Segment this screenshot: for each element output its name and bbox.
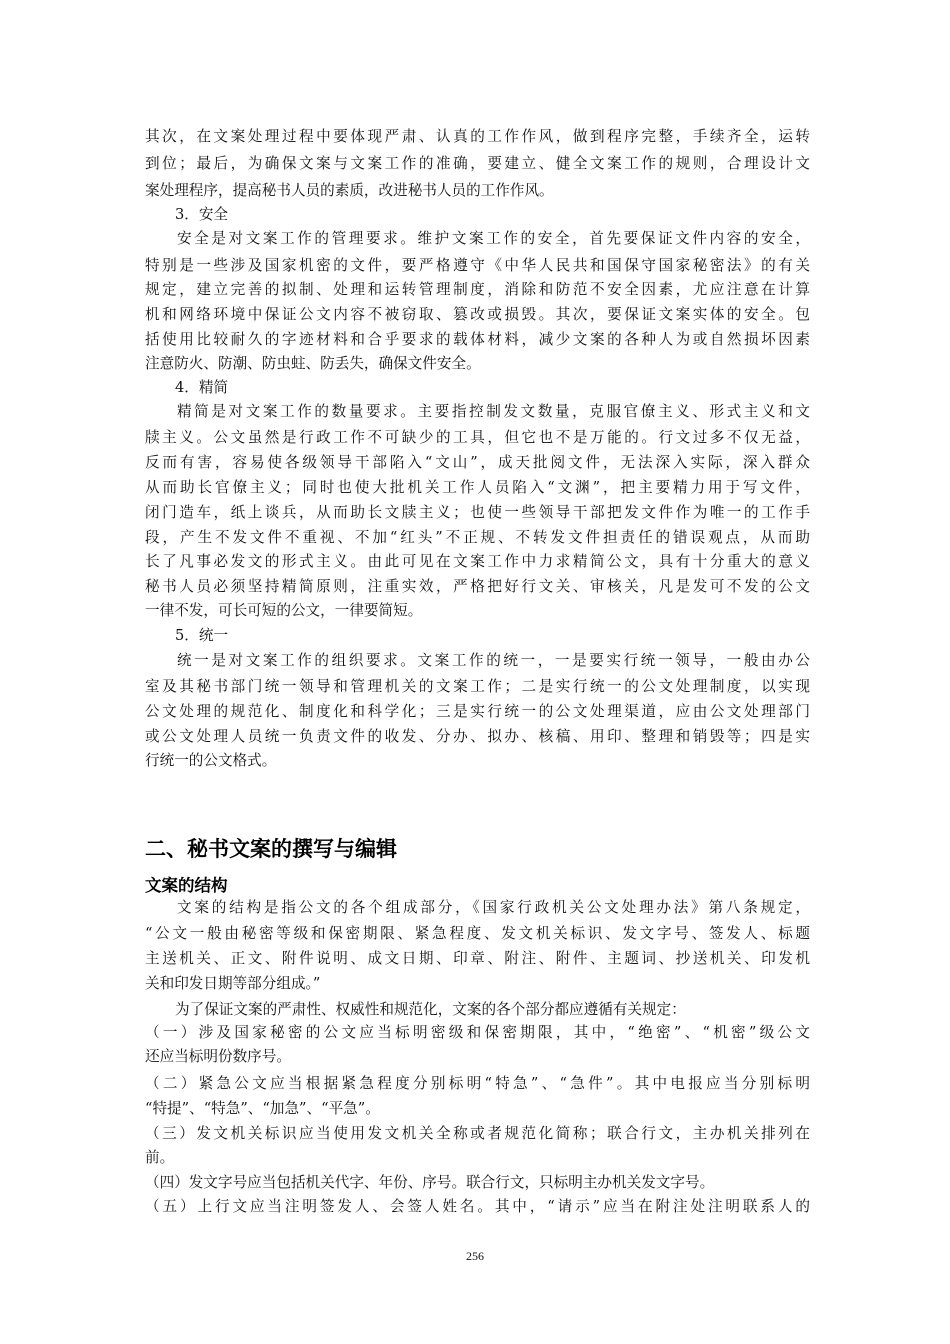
paragraph-line: 行统一的公文格式。 [145, 752, 277, 769]
list-item: （四）发文字号应当包括机关代字、年份、序号。联合行文，只标明主办机关发文字号。 [145, 1174, 715, 1191]
paragraph-line: 室及其秘书部门统一领导和管理机关的文案工作；二是实行统一的公文处理制度，以实现 [145, 678, 810, 695]
page-number: 256 [466, 1249, 484, 1263]
paragraph-line: 到位；最后，为确保文案与文案工作的准确，要建立、健全文案工作的规则，合理设计文 [145, 155, 810, 172]
subsection-heading: 4．精简 [175, 379, 229, 396]
list-item: （一）涉及国家秘密的公文应当标明密级和保密期限，其中，“绝密”、“机密”级公文 [145, 1024, 810, 1041]
list-item-continuation: 前。 [145, 1149, 175, 1166]
list-item-continuation: 还应当标明份数序号。 [145, 1048, 291, 1065]
paragraph-line: 关和印发日期等部分组成。” [145, 975, 321, 992]
paragraph-line: 机和网络环境中保证公文内容不被窃取、篡改或损毁。其次，要保证文案实体的安全。包 [145, 306, 810, 323]
paragraph-line: 一律不发，可长可短的公文，一律要简短。 [145, 602, 423, 619]
list-item: （五）上行文应当注明签发人、会签人姓名。其中，“请示”应当在附注处注明联系人的 [145, 1198, 810, 1215]
paragraph-line: 注意防火、防潮、防虫蛀、防丢失，确保文件安全。 [145, 355, 481, 372]
paragraph-line: 公文处理的规范化、制度化和科学化；三是实行统一的公文处理渠道，应由公文处理部门 [145, 703, 810, 720]
subsection-heading: 文案的结构 [145, 876, 228, 895]
paragraph-line: 统一是对文案工作的组织要求。文案工作的统一，一是要实行统一领导，一般由办公 [177, 652, 810, 669]
paragraph-line: 安全是对文案工作的管理要求。维护文案工作的安全，首先要保证文件内容的安全， [177, 230, 810, 247]
paragraph-line: 规定，建立完善的拟制、处理和运转管理制度，消除和防范不安全因素，尤应注意在计算 [145, 281, 810, 298]
paragraph-line: 或公文处理人员统一负责文件的收发、分办、拟办、核稿、用印、整理和销毁等；四是实 [145, 728, 810, 745]
paragraph-line: 闭门造车，纸上谈兵，从而助长文牍主义；也使一些领导干部把发文件作为唯一的工作手 [145, 504, 810, 521]
paragraph-line: 反而有害，容易使各级领导干部陷入“文山”，成天批阅文件，无法深入实际，深入群众 [145, 454, 810, 471]
section-heading: 二、秘书文案的撰写与编辑 [145, 837, 397, 861]
paragraph-line: “公文一般由秘密等级和保密期限、紧急程度、发文机关标识、发文字号、签发人、标题 [145, 925, 810, 942]
paragraph-line: 牍主义。公文虽然是行政工作不可缺少的工具，但它也不是万能的。行文过多不仅无益， [145, 429, 810, 446]
paragraph-line: 案处理程序，提高秘书人员的素质，改进秘书人员的工作作风。 [145, 182, 554, 199]
paragraph-line: 秘书人员必须坚持精简原则，注重实效，严格把好行文关、审核关，凡是发可不发的公文 [145, 578, 810, 595]
subsection-heading: 5．统一 [175, 627, 229, 644]
paragraph-line: 特别是一些涉及国家机密的文件，要严格遵守《中华人民共和国保守国家秘密法》的有关 [145, 257, 810, 274]
subsection-heading: 3．安全 [175, 206, 229, 223]
paragraph-line: 括使用比较耐久的字迹材料和合乎要求的载体材料，减少文案的各种人为或自然损坏因素 [145, 331, 810, 348]
paragraph-line: 从而助长官僚主义；同时也使大批机关工作人员陷入“文渊”，把主要精力用于写文件， [145, 479, 810, 496]
paragraph-line: 长了凡事必发文的形式主义。由此可见在文案工作中力求精简公文，具有十分重大的意义 [145, 553, 810, 570]
list-item: （三）发文机关标识应当使用发文机关全称或者规范化简称；联合行文，主办机关排列在 [145, 1125, 810, 1142]
paragraph-line: 段，产生不发文件不重视、不加“红头”不正规、不转发文件担责任的错误观点，从而助 [145, 529, 810, 546]
list-item: （二）紧急公文应当根据紧急程度分别标明“特急”、“急件”。其中电报应当分别标明 [145, 1075, 810, 1092]
list-item-continuation: “特提”、“特急”、“加急”、“平急”。 [145, 1100, 380, 1117]
paragraph-line: 精简是对文案工作的数量要求。主要指控制发文数量，克服官僚主义、形式主义和文 [177, 403, 810, 420]
paragraph-line: 主送机关、正文、附件说明、成文日期、印章、附注、附件、主题词、抄送机关、印发机 [145, 950, 810, 967]
paragraph-line: 文案的结构是指公文的各个组成部分，《国家行政机关公文处理办法》第八条规定， [177, 899, 810, 916]
paragraph-line: 为了保证文案的严肃性、权威性和规范化，文案的各个部分都应遵循有关规定： [175, 1001, 686, 1018]
paragraph-line: 其次，在文案处理过程中要体现严肃、认真的工作作风，做到程序完整，手续齐全，运转 [145, 128, 810, 145]
